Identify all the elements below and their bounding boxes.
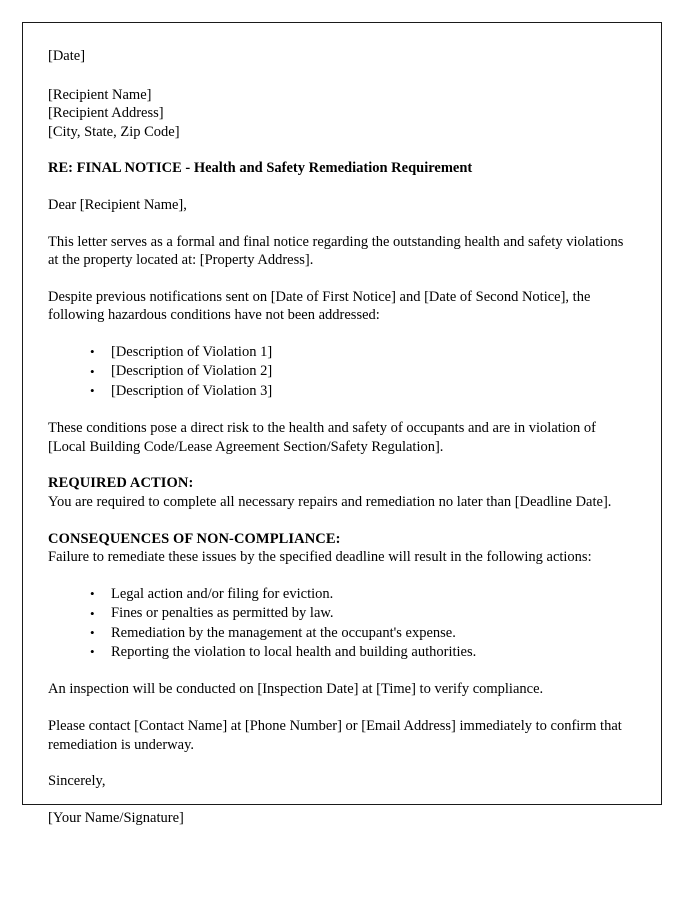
spacer bbox=[48, 754, 627, 772]
document-page bbox=[22, 22, 662, 826]
spacer bbox=[48, 270, 627, 288]
spacer bbox=[48, 791, 627, 809]
paragraph-intro: This letter serves as a formal and final notice regarding the outstanding health and safety violations at the property located at: [Property Address]. bbox=[48, 233, 624, 269]
signature-placeholder: [Your Name/Signature] bbox=[48, 809, 184, 826]
paragraph-risk: These conditions pose a direct risk to the health and safety of occupants and are in violation of [Local Building Code/Lease Agreement Section/Safety Regulation]. bbox=[48, 420, 597, 455]
list-item: • Remediation by the management at the occupant's expense. bbox=[100, 624, 627, 643]
consequences-list bbox=[48, 585, 627, 663]
spacer bbox=[48, 66, 627, 86]
recipient-address-block bbox=[48, 86, 627, 142]
recipient-name: [Recipient Name] bbox=[48, 86, 152, 103]
subject-line: RE: FINAL NOTICE - Health and Safety Remediation Requirement bbox=[48, 160, 473, 177]
date-placeholder: [Date] bbox=[48, 48, 86, 64]
paragraph-prior-notices: Despite previous notifications sent on [Date of First Notice] and [Date of Second Notice], the following hazardous conditions have not been addressed: bbox=[48, 288, 591, 324]
spacer bbox=[48, 401, 627, 419]
consequences-heading: CONSEQUENCES OF NON-COMPLIANCE: bbox=[48, 530, 341, 547]
spacer bbox=[48, 699, 627, 717]
list-item: • Reporting the violation to local health and building authorities. bbox=[100, 643, 627, 662]
list-item: • [Description of Violation 3] bbox=[100, 382, 627, 401]
spacer bbox=[48, 215, 627, 233]
spacer bbox=[48, 178, 627, 196]
list-item: • Fines or penalties as permitted by law. bbox=[100, 604, 627, 623]
salutation: Dear [Recipient Name], bbox=[48, 196, 187, 213]
violations-list bbox=[48, 343, 627, 401]
paragraph-inspection: An inspection will be conducted on [Inspection Date] at [Time] to verify compliance. bbox=[48, 681, 544, 698]
closing: Sincerely, bbox=[48, 773, 106, 790]
list-item: • [Description of Violation 2] bbox=[100, 362, 627, 381]
recipient-city-state-zip: [City, State, Zip Code] bbox=[48, 123, 180, 140]
spacer bbox=[48, 567, 627, 585]
list-item: • Legal action and/or filing for eviction. bbox=[100, 585, 627, 604]
recipient-address: [Recipient Address] bbox=[48, 105, 164, 122]
consequences-intro: Failure to remediate these issues by the specified deadline will result in the following actions: bbox=[48, 549, 592, 566]
paragraph-contact: Please contact [Contact Name] at [Phone Number] or [Email Address] immediately to confirm that remediation is underway. bbox=[48, 717, 622, 753]
spacer bbox=[48, 141, 627, 159]
required-action-text: You are required to complete all necessary repairs and remediation no later than [Deadline Date]. bbox=[48, 493, 612, 510]
required-action-heading: REQUIRED ACTION: bbox=[48, 475, 194, 492]
list-item: • [Description of Violation 1] bbox=[100, 343, 627, 362]
spacer bbox=[48, 456, 627, 474]
spacer bbox=[48, 512, 627, 530]
spacer bbox=[48, 662, 627, 680]
document-body bbox=[23, 23, 663, 827]
spacer bbox=[48, 325, 627, 343]
